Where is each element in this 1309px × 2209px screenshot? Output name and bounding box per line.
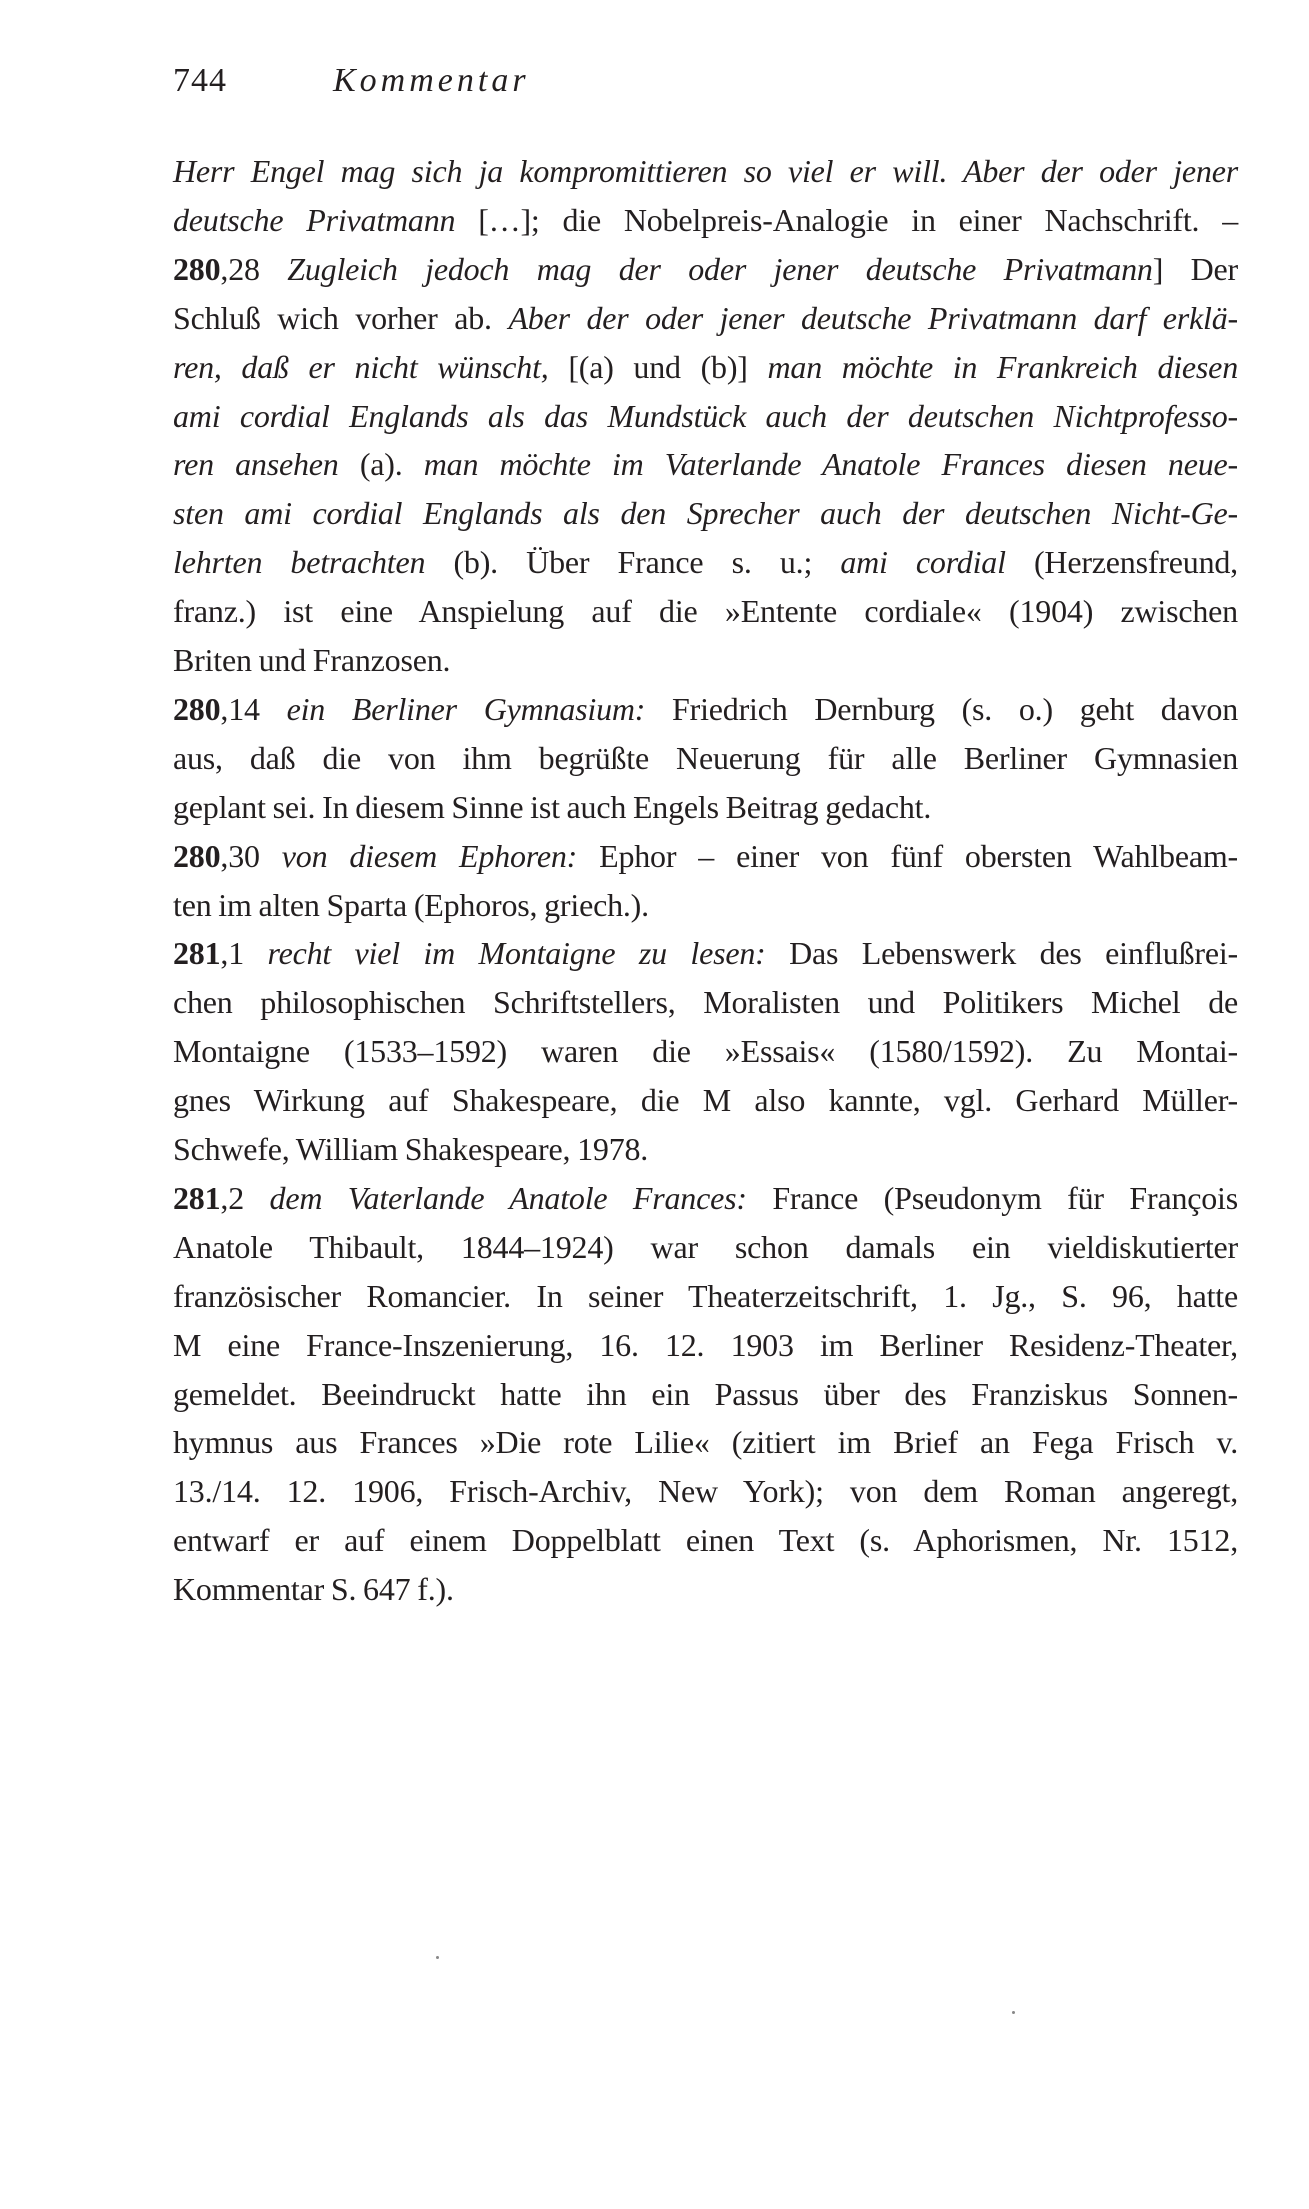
quoted-text: ami cordial Englands als das Mundstück auch der deutschen Nichtprofesso- xyxy=(173,397,1238,434)
commentary-text: entwarf er auf einem Doppelblatt einen Text (s. Aphorismen, Nr. 1512, xyxy=(173,1522,1238,1559)
text-line xyxy=(173,881,1238,930)
text-line xyxy=(173,1516,1238,1565)
reference-number: 280 xyxy=(173,837,221,874)
text-line xyxy=(173,538,1238,587)
quoted-text: man möchte im Vaterlande Anatole Frances diesen neue- xyxy=(423,446,1238,483)
quoted-text: ren, daß er nicht wünscht, xyxy=(173,348,549,385)
commentary-text: geplant sei. In diesem Sinne ist auch Engels Beitrag gedacht. xyxy=(173,788,932,825)
commentary-text: Montaigne (1533–1592) waren die »Essais« (1580/1592). Zu Montai- xyxy=(173,1033,1238,1070)
quoted-text: lehrten betrachten xyxy=(173,544,426,581)
text-line xyxy=(173,685,1238,734)
quoted-text: Zugleich jedoch mag der oder jener deutsche Privatmann xyxy=(287,250,1153,287)
text-line xyxy=(173,1565,1238,1614)
text-line xyxy=(173,392,1238,441)
text-line xyxy=(173,636,1238,685)
commentary-text: hymnus aus Frances »Die rote Lilie« (zitiert im Brief an Fega Frisch v. xyxy=(173,1424,1238,1461)
commentary-text: chen philosophischen Schriftstellers, Moralisten und Politikers Michel de xyxy=(173,984,1238,1021)
commentary-text: (Herzensfreund, xyxy=(1005,544,1238,581)
reference-number: 281 xyxy=(173,935,221,972)
quoted-text: Herr Engel mag sich ja kompromittieren so viel er will. Aber der oder jener xyxy=(173,153,1238,189)
commentary-text: Schluß wich vorher ab. xyxy=(173,299,509,336)
text-line xyxy=(173,1223,1238,1272)
reference-number: 280 xyxy=(173,690,221,727)
quoted-text: recht viel im Montaigne zu lesen: xyxy=(267,935,766,972)
text-line xyxy=(173,196,1238,245)
commentary-text: Friedrich Dernburg (s. o.) geht davon xyxy=(645,690,1239,727)
text-line xyxy=(173,1174,1238,1223)
commentary-text: Briten und Franzosen. xyxy=(173,642,451,678)
commentary-text: (a). xyxy=(338,446,424,483)
text-line xyxy=(173,1321,1238,1370)
commentary-text: M eine France-Inszenierung, 16. 12. 1903 im Berliner Residenz-Theater, xyxy=(173,1326,1238,1363)
commentary-text: Kommentar S. 647 f.). xyxy=(173,1571,454,1608)
commentary-text: französischer Romancier. In seiner Theaterzeitschrift, 1. Jg., S. 96, hatte xyxy=(173,1277,1238,1314)
commentary-text: ten im alten Sparta (Ephoros, griech.). xyxy=(173,886,649,923)
quoted-text: ami cordial xyxy=(840,544,1006,581)
commentary-text: Anatole Thibault, 1844–1924) war schon damals ein vieldiskutierter xyxy=(173,1228,1238,1265)
commentary-text: gnes Wirkung auf Shakespeare, die M also kannte, vgl. Gerhard Müller- xyxy=(173,1082,1238,1119)
commentary-text: aus, daß die von ihm begrüßte Neuerung für alle Berliner Gymnasien xyxy=(173,739,1238,776)
quoted-text: dem Vaterlande Anatole Frances: xyxy=(269,1179,747,1216)
text-line xyxy=(173,343,1238,392)
quoted-text: deutsche Privatmann xyxy=(173,201,456,238)
quoted-text: sten ami cordial Englands als den Sprecher auch der deutschen Nicht-Ge- xyxy=(173,495,1238,532)
commentary-text: ,2 xyxy=(220,1179,270,1216)
text-line xyxy=(173,1027,1238,1076)
text-line xyxy=(173,587,1238,636)
reference-number: 281 xyxy=(173,1179,221,1216)
text-line xyxy=(173,929,1238,978)
scan-speck xyxy=(1012,2011,1015,2014)
text-line xyxy=(173,978,1238,1027)
quoted-text: ein Berliner Gymnasium: xyxy=(286,690,646,727)
text-line xyxy=(173,1272,1238,1321)
commentary-text: gemeldet. Beeindruckt hatte ihn ein Passus über des Franziskus Sonnen- xyxy=(173,1375,1238,1412)
commentary-text: ,14 xyxy=(220,690,287,727)
quoted-text: man möchte in Frankreich diesen xyxy=(767,348,1238,385)
commentary-text: […]; die Nobelpreis-Analogie in einer Nachschrift. – xyxy=(455,201,1238,238)
reference-number: 280 xyxy=(173,250,221,287)
text-line xyxy=(173,1418,1238,1467)
text-line xyxy=(173,440,1238,489)
commentary-text: [(a) und (b)] xyxy=(548,348,768,385)
text-line xyxy=(173,1125,1238,1174)
commentary-text: (b). Über France s. u.; xyxy=(425,544,841,581)
commentary-text: 13./14. 12. 1906, Frisch-Archiv, New York); von dem Roman angeregt, xyxy=(173,1473,1238,1510)
commentary-text: ,30 xyxy=(220,837,282,874)
text-line xyxy=(173,245,1238,294)
running-head-title: Kommentar xyxy=(333,62,530,99)
commentary-text: franz.) ist eine Anspielung auf die »Entente cordiale« (1904) zwischen xyxy=(173,593,1238,630)
commentary-text: Schwefe, William Shakespeare, 1978. xyxy=(173,1131,649,1167)
scan-speck xyxy=(436,1956,439,1959)
commentary-text: ] Der xyxy=(1152,250,1238,287)
text-line xyxy=(173,1467,1238,1516)
text-line xyxy=(173,832,1238,881)
text-line xyxy=(173,294,1238,343)
text-line xyxy=(173,1076,1238,1125)
commentary-text: Ephor – einer von fünf obersten Wahlbeam- xyxy=(577,837,1238,874)
text-line xyxy=(173,1370,1238,1419)
quoted-text: Aber der oder jener deutsche Privatmann darf erklä- xyxy=(508,299,1238,336)
text-line xyxy=(173,147,1238,196)
quoted-text: ren ansehen xyxy=(173,446,339,483)
text-line xyxy=(173,783,1238,832)
quoted-text: von diesem Ephoren: xyxy=(281,837,578,874)
text-line xyxy=(173,489,1238,538)
page-number: 744 xyxy=(173,62,227,99)
commentary-text: Das Lebenswerk des einflußrei- xyxy=(765,935,1238,972)
text-line xyxy=(173,734,1238,783)
commentary-text: ,28 xyxy=(220,250,288,287)
running-head xyxy=(0,62,1309,112)
commentary-text: France (Pseudonym für François xyxy=(746,1179,1238,1216)
commentary-text: ,1 xyxy=(220,935,268,972)
